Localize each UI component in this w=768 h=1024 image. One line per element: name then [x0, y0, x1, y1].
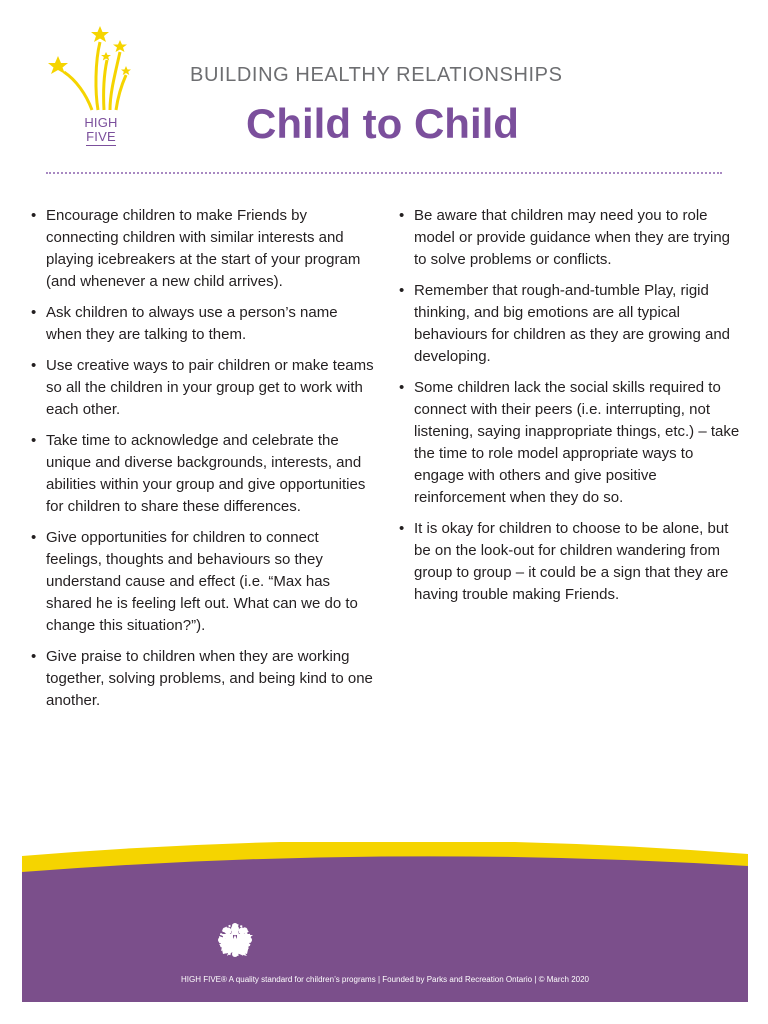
- left-column: [28, 205, 376, 721]
- list-item-text: Take time to acknowledge and celebrate the unique and diverse backgrounds, interests, and abilities within your group and give opportunities for children to share these differences.: [46, 432, 366, 515]
- list-item-text: Encourage children to make Friends by connecting children with similar interests and playing icebreakers at the start of your program (and whenever a new child arrives).: [46, 207, 361, 290]
- list-item-text: Ask children to always use a person’s name when they are talking to them.: [46, 304, 338, 343]
- bullet-icon: •: [399, 282, 405, 299]
- bullet-icon: •: [31, 648, 37, 665]
- list-item-text: Give opportunities for children to connect feelings, thoughts and behaviours so they understand cause and effect (i.e. “Max has shared he is feeling left out. What can we do to change this situation?”).: [46, 529, 358, 634]
- bullet-icon: •: [399, 520, 405, 537]
- list-item: [396, 205, 746, 271]
- bullet-icon: •: [399, 379, 405, 396]
- logo-underline: [86, 145, 116, 146]
- list-item-text: Be aware that children may need you to role model or provide guidance when they are trying to solve problems or conflicts.: [414, 207, 731, 268]
- bullet-icon: •: [399, 207, 405, 224]
- page-title: Child to Child: [246, 100, 519, 147]
- list-item-text: Some children lack the social skills required to connect with their peers (i.e. interrupting, not listening, saying inappropriate things, etc.) – take the time to role model appropriate ways to engage with others and give positive reinforcement when they do so.: [414, 379, 740, 506]
- list-item: [28, 302, 376, 346]
- right-column: [396, 205, 746, 615]
- list-item: [396, 518, 746, 606]
- right-bullet-list: [396, 205, 746, 606]
- dotted-divider: [46, 172, 722, 174]
- list-item: [28, 527, 376, 637]
- list-item: [28, 646, 376, 712]
- figure-in-circle-icon: [217, 922, 253, 958]
- logo-line-2: FIVE: [86, 129, 116, 144]
- logo-line-1: HIGH: [84, 115, 118, 130]
- list-item: [28, 430, 376, 518]
- page-kicker: BUILDING HEALTHY RELATIONSHIPS: [190, 64, 563, 86]
- bullet-icon: •: [31, 529, 37, 546]
- list-item: [28, 205, 376, 293]
- bullet-icon: •: [31, 304, 37, 321]
- footer-credit: HIGH FIVE® A quality standard for children’s programs | Founded by Parks and Recreation Ontario | © March 2020: [181, 975, 589, 984]
- left-bullet-list: [28, 205, 376, 712]
- list-item: [396, 280, 746, 368]
- footer-banner: [22, 842, 748, 1002]
- list-item-text: Use creative ways to pair children or make teams so all the children in your group get to work with each other.: [46, 357, 374, 418]
- list-item-text: Remember that rough-and-tumble Play, rigid thinking, and big emotions are all typical behaviours for children as they are growing and developing.: [414, 282, 731, 365]
- bullet-icon: •: [31, 207, 37, 224]
- high-five-logo: [40, 22, 140, 152]
- list-item-text: Give praise to children when they are working together, solving problems, and being kind to one another.: [46, 648, 373, 709]
- list-item: [396, 377, 746, 509]
- star-burst-icon: [40, 22, 140, 122]
- logo-wordmark: [76, 116, 126, 146]
- bullet-icon: •: [31, 357, 37, 374]
- list-item: [28, 355, 376, 421]
- bullet-icon: •: [31, 432, 37, 449]
- list-item-text: It is okay for children to choose to be alone, but be on the look-out for children wandering from group to group – it could be a sign that they are having trouble making Friends.: [414, 520, 729, 603]
